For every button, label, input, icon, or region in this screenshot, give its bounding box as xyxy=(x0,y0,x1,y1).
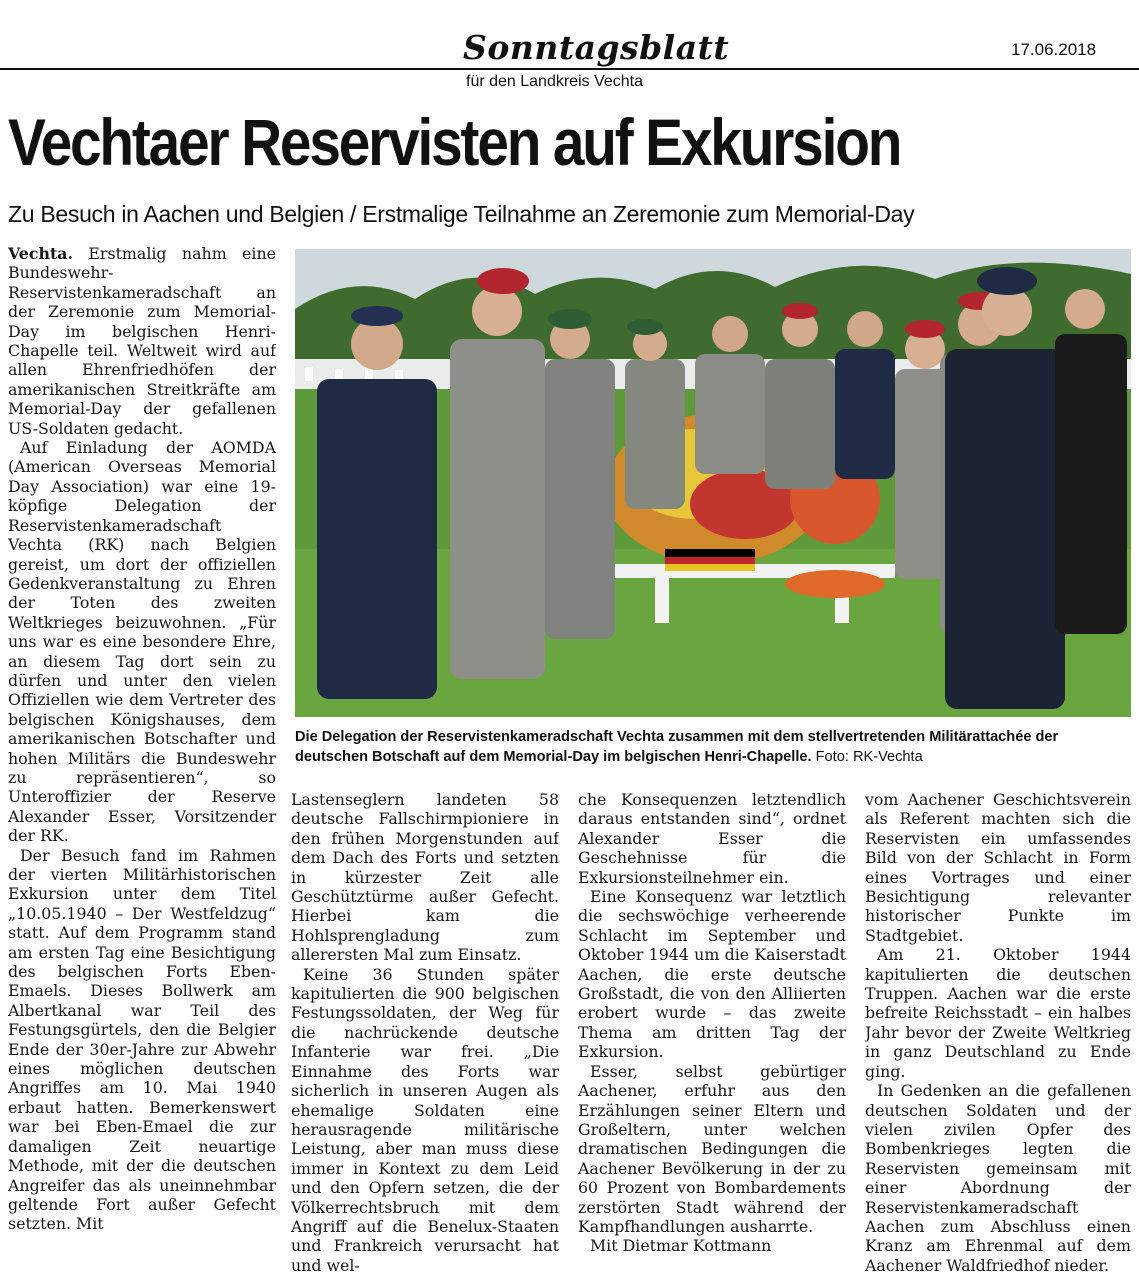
masthead xyxy=(0,0,1139,96)
article-paragraph: Mit Dietmar Kottmann xyxy=(590,1236,772,1256)
article-paragraph: Auf Einladung der AOMDA (American Overseas Memorial Day Association) war eine 19-köpfige Delegation der Reservistenkameradschaft Vechta (RK) nach Belgien gereist, um dort der offiziellen Gedenkveranstaltung zu Ehren der Toten des zweiten Weltkrieges beizuwohnen. „Für uns war es eine besondere Ehre, an diesem Tag dort sein zu dürfen und unter den vielen Offiziellen wie dem Vertreter des belgischen Königshauses, dem amerikanischen Botschafter und hohen Militärs die Bundeswehr zu repräsentieren“, so Unteroffizier der Reserve Alexander Esser, Vorsitzender der RK. xyxy=(8,438,276,846)
dateline: Vechta. xyxy=(8,244,73,263)
publication-date: 17.06.2018 xyxy=(1011,40,1097,59)
article-column-1 xyxy=(8,244,276,1280)
photo-caption xyxy=(295,727,1131,767)
article-column-3 xyxy=(578,790,846,1280)
article-paragraph: che Konsequenzen letztendlich daraus entstanden sind“, ordnet Alexander Esser die Geschehnisse für die Exkursionsteilnehmer ein. xyxy=(578,790,846,887)
article-paragraph: Lastenseglern landeten 58 deutsche Fallschirmpioniere in den frühen Morgenstunden auf dem Dach des Forts und setzten in kürzester Zeit alle Geschütztürme außer Gefecht. Hierbei kam die Hohlsprengladung zum allerersten Mal zum Einsatz. xyxy=(291,790,559,965)
photo-credit: Foto: RK-Vechta xyxy=(815,749,923,765)
article-paragraph: Esser, selbst gebürtiger Aachener, erfuhr aus den Erzählungen seiner Eltern und Großeltern, unter welchen dramatischen Bedingungen die Aachener Bevölkerung in der zu 60 Prozent von Bombardements zerstörten Stadt während der Kampfhandlungen ausharrte. xyxy=(578,1061,846,1236)
article-paragraph: Vechta. Erstmalig nahm eine Bundeswehr-Reservistenkameradschaft an der Zeremonie zum Memorial-Day im belgischen Henri-Chapelle teil. Weltweit wird auf allen Ehrenfriedhöfen der amerikanischen Streitkräfte am Memorial-Day der gefallenen US-Soldaten gedacht. xyxy=(8,244,276,438)
article-column-4 xyxy=(865,790,1131,1280)
article-paragraph: Keine 36 Stunden später kapitulierten die 900 belgischen Festungssoldaten, der Weg für die nachrückende deutsche Infanterie war frei. „Die Einnahme des Forts war sicherlich in unseren Augen als ehemalige Soldaten eine herausragende militärische Leistung, aber man muss diese immer in Kontext zu dem Leid und den Opfern setzen, die der Völkerrechtsbruch mit dem Angriff auf die Benelux-Staaten und Frankreich verursacht hat und wel- xyxy=(291,964,559,1275)
newspaper-name: Sonntagsblatt xyxy=(463,28,730,67)
caption-text: Die Delegation der Reservistenkameradschaft Vechta zusammen mit dem stellvertretenden Militärattachée der deutschen Botschaft auf dem Memorial-Day im belgischen Henri-Chapelle. xyxy=(295,729,1059,765)
article-column-2 xyxy=(291,790,559,1280)
article-paragraph: vom Aachener Geschichtsverein als Referent machten sich die Reservisten ein umfassendes Bild von der Schlacht in Form eines Vortrages und einer Besichtigung relevanter historischer Punkte im Stadtgebiet. xyxy=(865,790,1131,945)
article-photo xyxy=(295,249,1131,717)
article-subheadline: Zu Besuch in Aachen und Belgien / Erstmalige Teilnahme an Zeremonie zum Memorial-Day xyxy=(8,201,915,227)
article-headline: Vechtaer Reservisten auf Exkursion xyxy=(8,105,901,179)
article-paragraph: Am 21. Oktober 1944 kapitulierten die deutschen Truppen. Aachen war die erste befreite Reichsstadt – ein halbes Jahr bevor der Zweite Weltkrieg in ganz Deutschland zu Ende ging. xyxy=(865,945,1131,1081)
article-paragraph: In Gedenken an die gefallenen deutschen Soldaten und der vielen zivilen Opfer des Bombenkrieges legten die Reservisten gemeinsam mit einer Abordnung der Reservistenkameradschaft Aachen zum Abschluss einen Kranz am Ehrenmal auf dem Aachener Waldfriedhof nieder. xyxy=(865,1081,1131,1275)
article-paragraph: Eine Konsequenz war letztlich die sechswöchige verheerende Schlacht im September und Oktober 1944 um die Kaiserstadt Aachen, die erste deutsche Großstadt, die von den Alliierten erobert wurde – das zweite Thema am dritten Tag der Exkursion. xyxy=(578,887,846,1062)
masthead-rule xyxy=(0,68,1139,70)
newspaper-subtitle: für den Landkreis Vechta xyxy=(466,73,644,90)
photo-delegation-illustration xyxy=(295,249,1131,717)
article-paragraph: Der Besuch fand im Rahmen der vierten Militärhistorischen Exkursion unter dem Titel „10.05.1940 – Der Westfeldzug“ statt. Auf dem Programm stand am ersten Tag eine Besichtigung des belgischen Forts Eben-Emaels. Dieses Bollwerk am Albertkanal war Teil des Festungsgürtels, den die Belgier Ende der 30er-Jahre zur Abwehr eines möglichen deutschen Angriffes am 10. Mai 1940 erbaut hatten. Bemerkenswert war bei Eben-Emael die zur damaligen Zeit neuartige Methode, mit der die deutschen Angreifer das als uneinnehmbar geltende Fort außer Gefecht setzten. Mit xyxy=(8,845,276,1234)
